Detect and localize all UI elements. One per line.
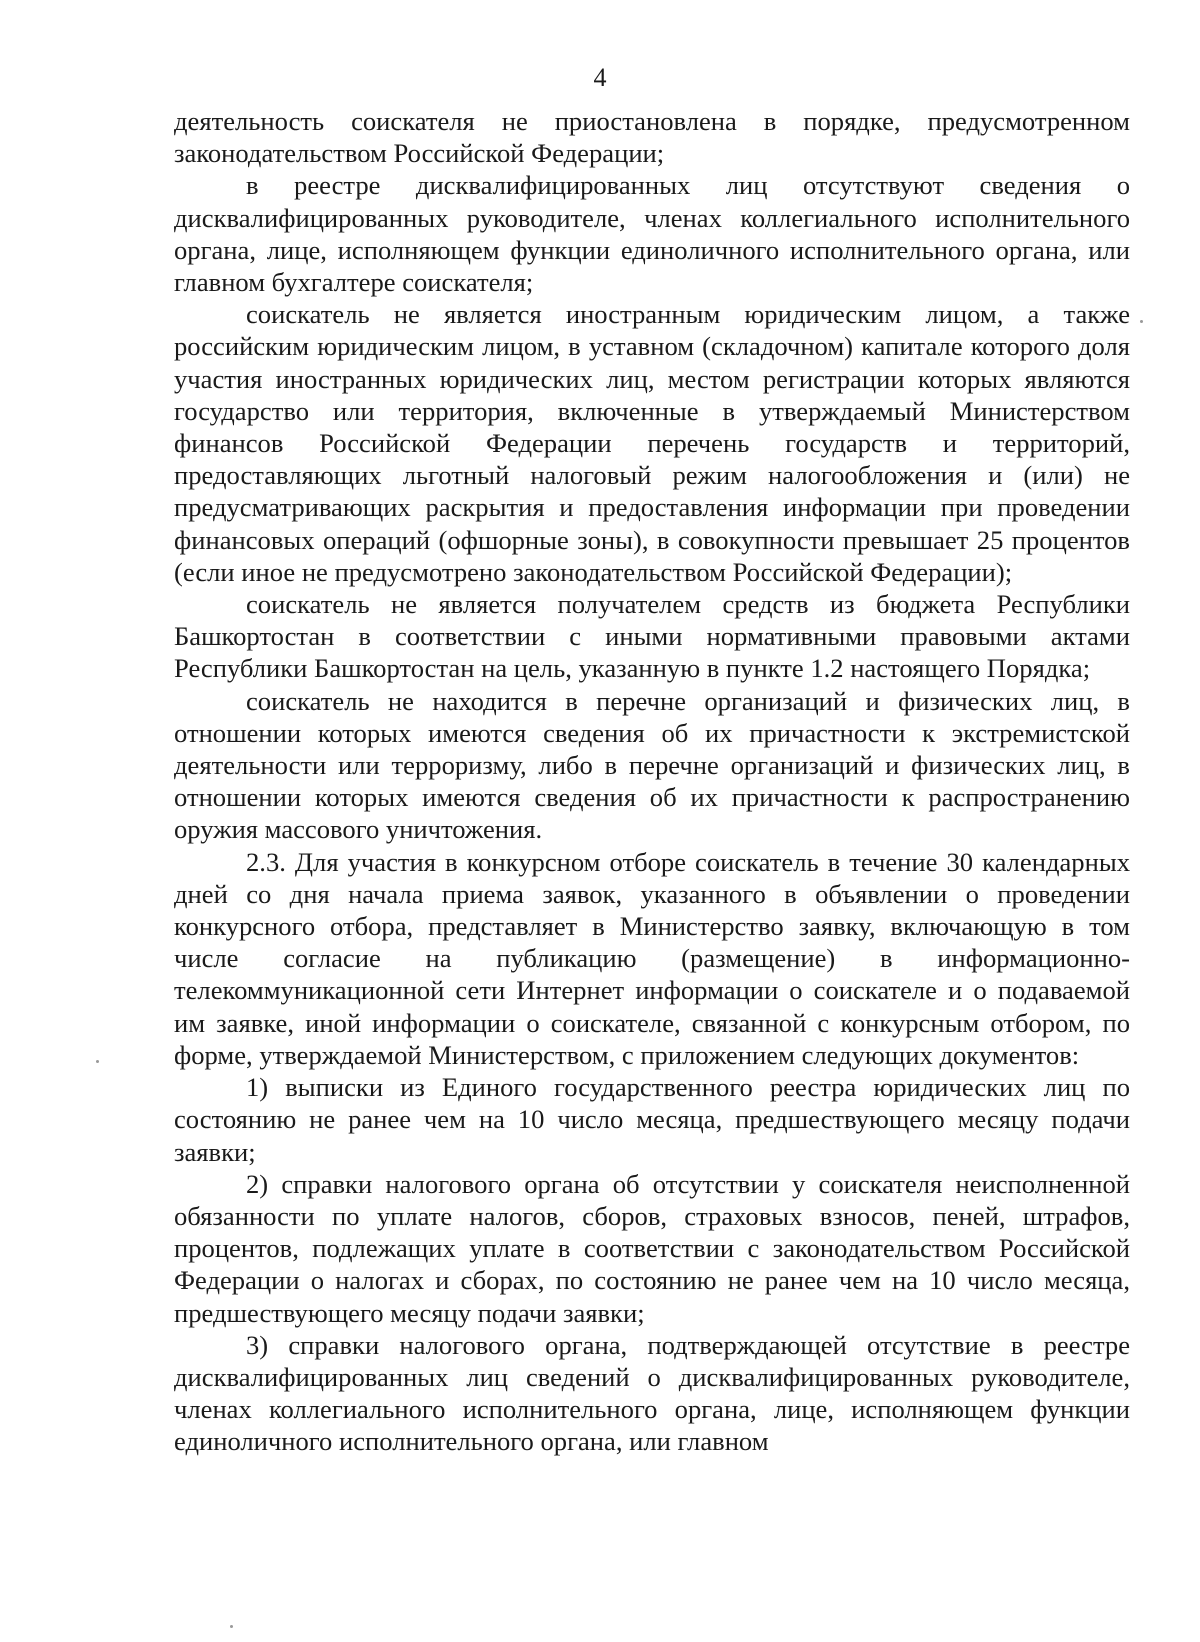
paragraph-disqualified-registry: в реестре дисквалифицированных лиц отсутствуют сведения о дисквалифицированных руководителе, членах коллегиального исполнительного органа, лице, исполняющем функции единоличного исполнительного органа, или главном бухгалтере соискателя;	[174, 170, 1130, 298]
scan-speck	[230, 1625, 233, 1628]
paragraph-foreign-entity: соискатель не является иностранным юридическим лицом, а также российским юридическим лицом, в уставном (складочном) капитале которого доля участия иностранных юридических лиц, местом регистрации которых являются государство или территория, включенные в утверждаемый Министерством финансов Российской Федерации перечень государств и территорий, предоставляющих льготный налоговый режим налогообложения и (или) не предусматривающих раскрытия и предоставления информации при проведении финансовых операций (офшорные зоны), в совокупности превышает 25 процентов (если иное не предусмотрено законодательством Российской Федерации);	[174, 299, 1130, 587]
document-body	[174, 105, 1130, 1458]
scan-speck	[96, 1060, 99, 1063]
list-item-1: 1) выписки из Единого государственного реестра юридических лиц по состоянию не ранее чем на 10 число месяца, предшествующего месяцу подачи заявки;	[174, 1072, 1130, 1167]
paragraph-extremism-list: соискатель не находится в перечне организаций и физических лиц, в отношении которых имеются сведения об их причастности к экстремистской деятельности или терроризму, либо в перечне организаций и физических лиц, в отношении которых имеются сведения об их причастности к распространению оружия массового уничтожения.	[174, 685, 1130, 845]
paragraph-budget-recipient: соискатель не является получателем средств из бюджета Республики Башкортостан в соответствии с иными нормативными правовыми актами Республики Башкортостан на цель, указанную в пункте 1.2 настоящего Порядка;	[174, 589, 1130, 684]
list-item-3: 3) справки налогового органа, подтверждающей отсутствие в реестре дисквалифицированных лиц сведений о дисквалифицированных руководителе, членах коллегиального исполнительного органа, лице, исполняющем функции единоличного исполнительного органа, или главном	[174, 1329, 1130, 1457]
paragraph-section-2-3: 2.3. Для участия в конкурсном отборе соискатель в течение 30 календарных дней со дня начала приема заявок, указанного в объявлении о проведении конкурсного отбора, представляет в Министерство заявку, включающую в том числе согласие на публикацию (размещение) в информационно-телекоммуникационной сети Интернет информации о соискателе и о подаваемой им заявке, иной информации о соискателе, связанной с конкурсным отбором, по форме, утверждаемой Министерством, с приложением следующих документов:	[174, 846, 1130, 1070]
scan-speck	[1140, 320, 1143, 323]
list-item-2: 2) справки налогового органа об отсутствии у соискателя неисполненной обязанности по уплате налогов, сборов, страховых взносов, пеней, штрафов, процентов, подлежащих уплате в соответствии с законодательством Российской Федерации о налогах и сборах, по состоянию не ранее чем на 10 число месяца, предшествующего месяцу подачи заявки;	[174, 1168, 1130, 1328]
paragraph-continuation: деятельность соискателя не приостановлена в порядке, предусмотренном законодательством Российской Федерации;	[174, 106, 1130, 169]
page-number: 4	[593, 63, 607, 92]
